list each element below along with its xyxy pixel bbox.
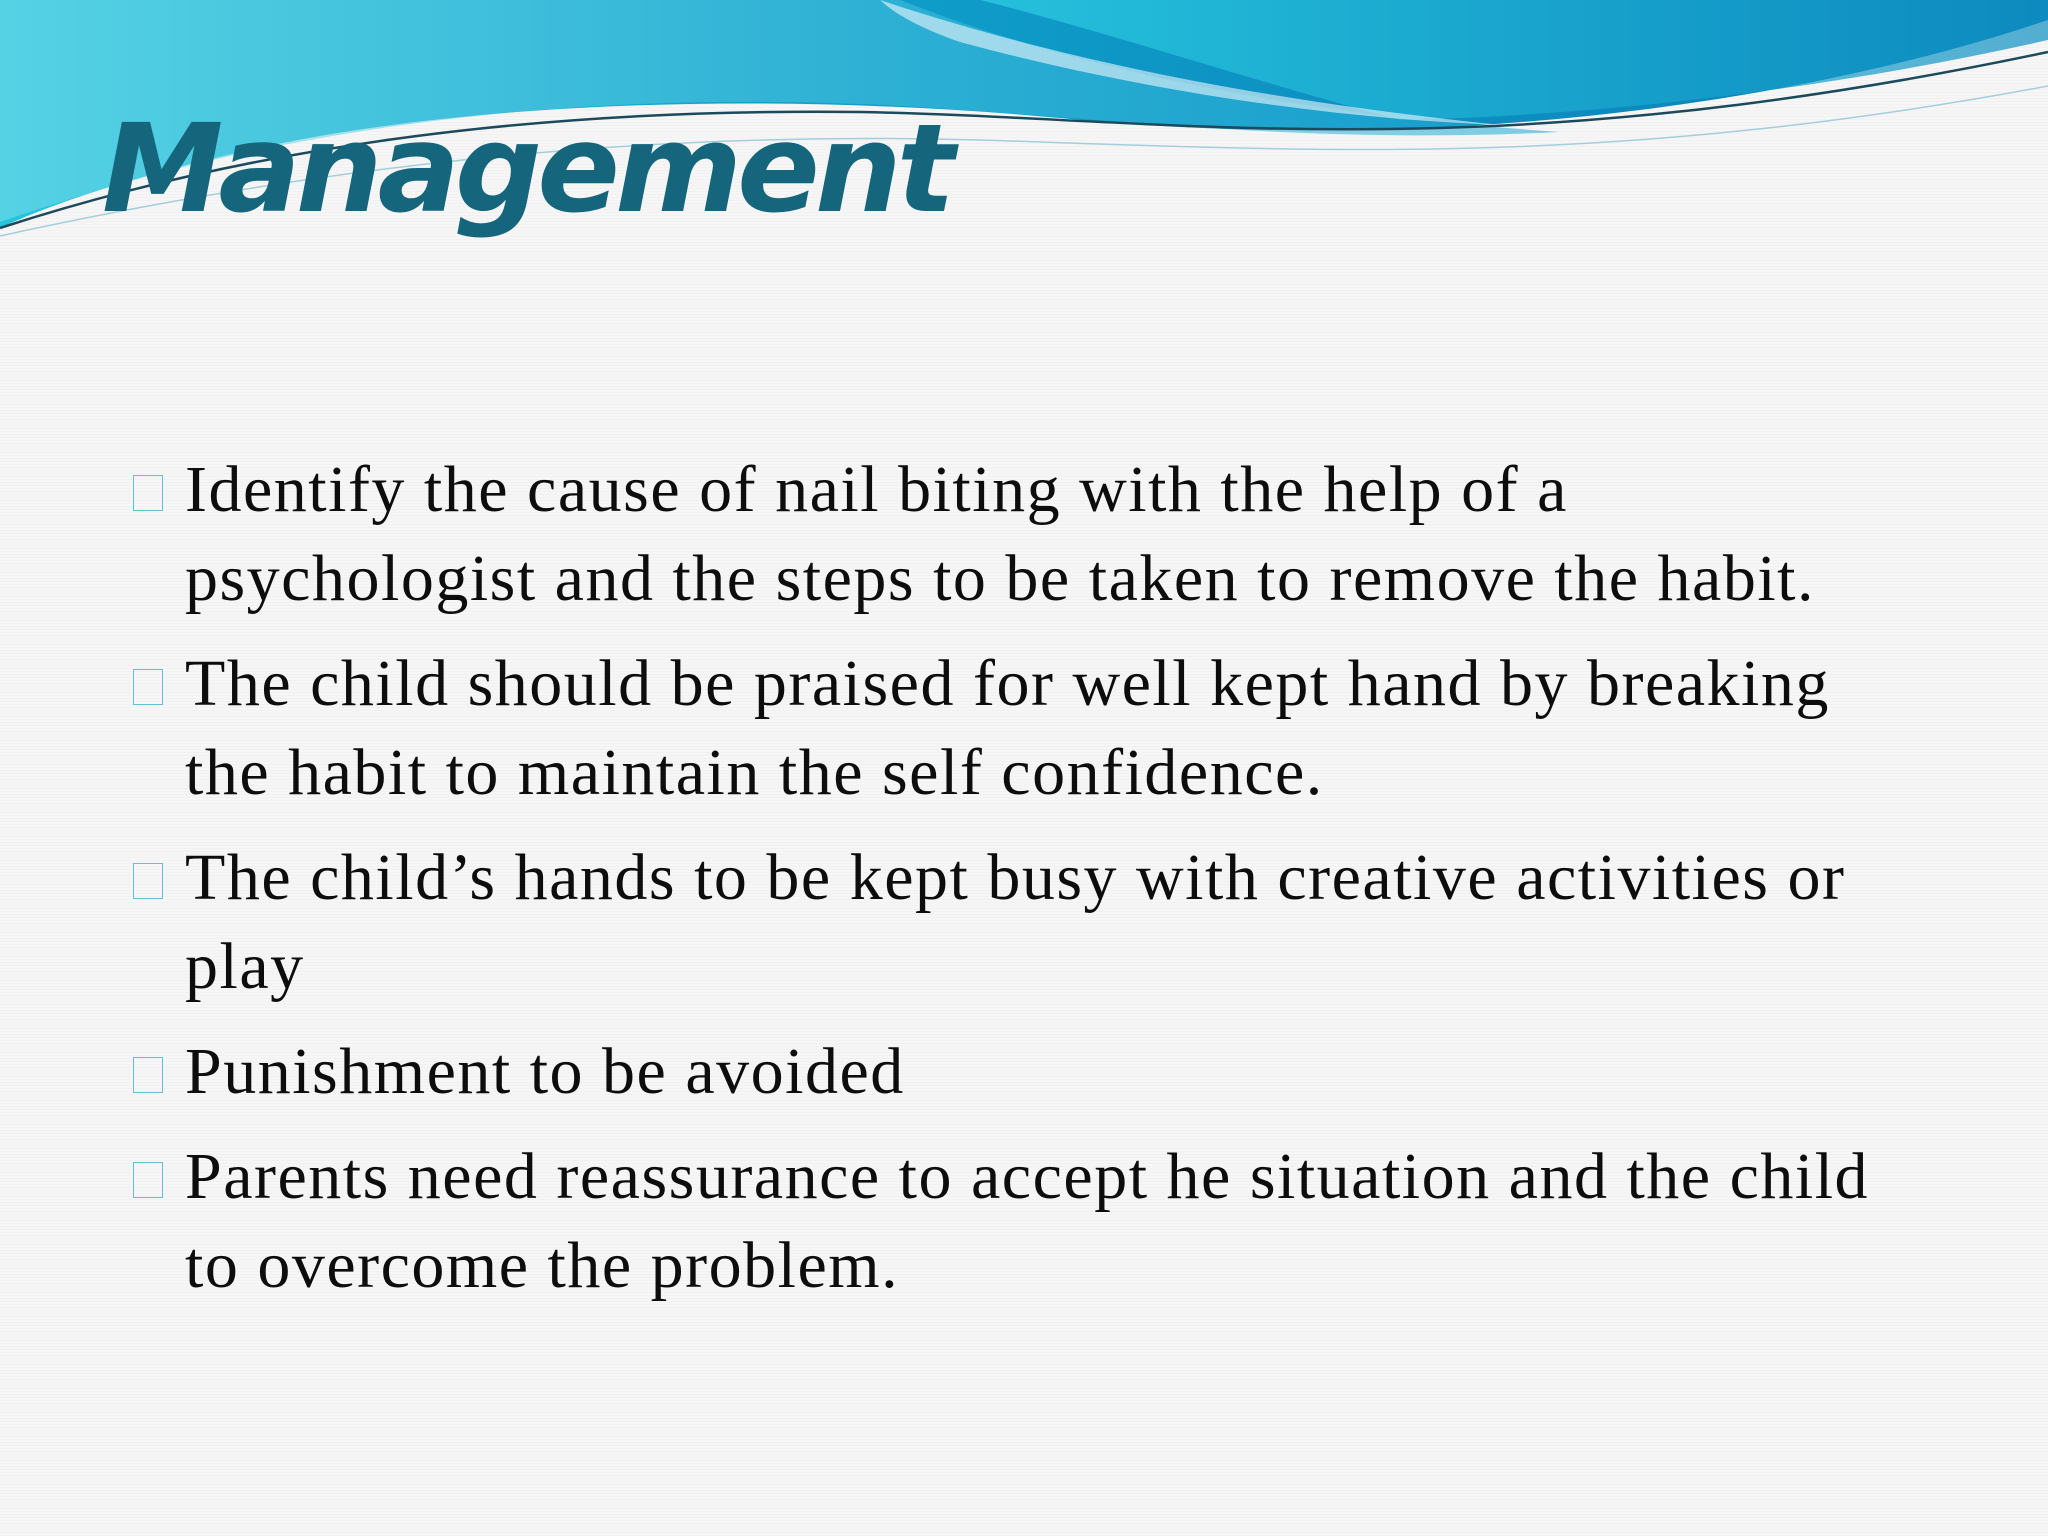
bullet-text: Identify the cause of nail biting with the help of a psychologist and the steps to be taken to remove the habit. bbox=[185, 453, 1815, 615]
square-outline-icon bbox=[133, 1162, 163, 1198]
slide-title: Management bbox=[102, 98, 951, 240]
bullet-item bbox=[130, 1132, 1890, 1310]
bullet-text: Parents need reassurance to accept he situation and the child to overcome the problem. bbox=[185, 1140, 1870, 1302]
bullet-list bbox=[130, 445, 1890, 1326]
bullet-item bbox=[130, 445, 1890, 623]
bullet-item bbox=[130, 1027, 1890, 1116]
bullet-text: Punishment to be avoided bbox=[185, 1035, 905, 1108]
square-outline-icon bbox=[133, 1057, 163, 1093]
square-outline-icon bbox=[133, 475, 163, 511]
square-outline-icon bbox=[133, 863, 163, 899]
bullet-text: The child should be praised for well kept hand by breaking the habit to maintain the self confidence. bbox=[185, 647, 1830, 809]
bullet-item bbox=[130, 639, 1890, 817]
bullet-text: The child’s hands to be kept busy with creative activities or play bbox=[185, 841, 1846, 1003]
square-outline-icon bbox=[133, 669, 163, 705]
bullet-item bbox=[130, 833, 1890, 1011]
